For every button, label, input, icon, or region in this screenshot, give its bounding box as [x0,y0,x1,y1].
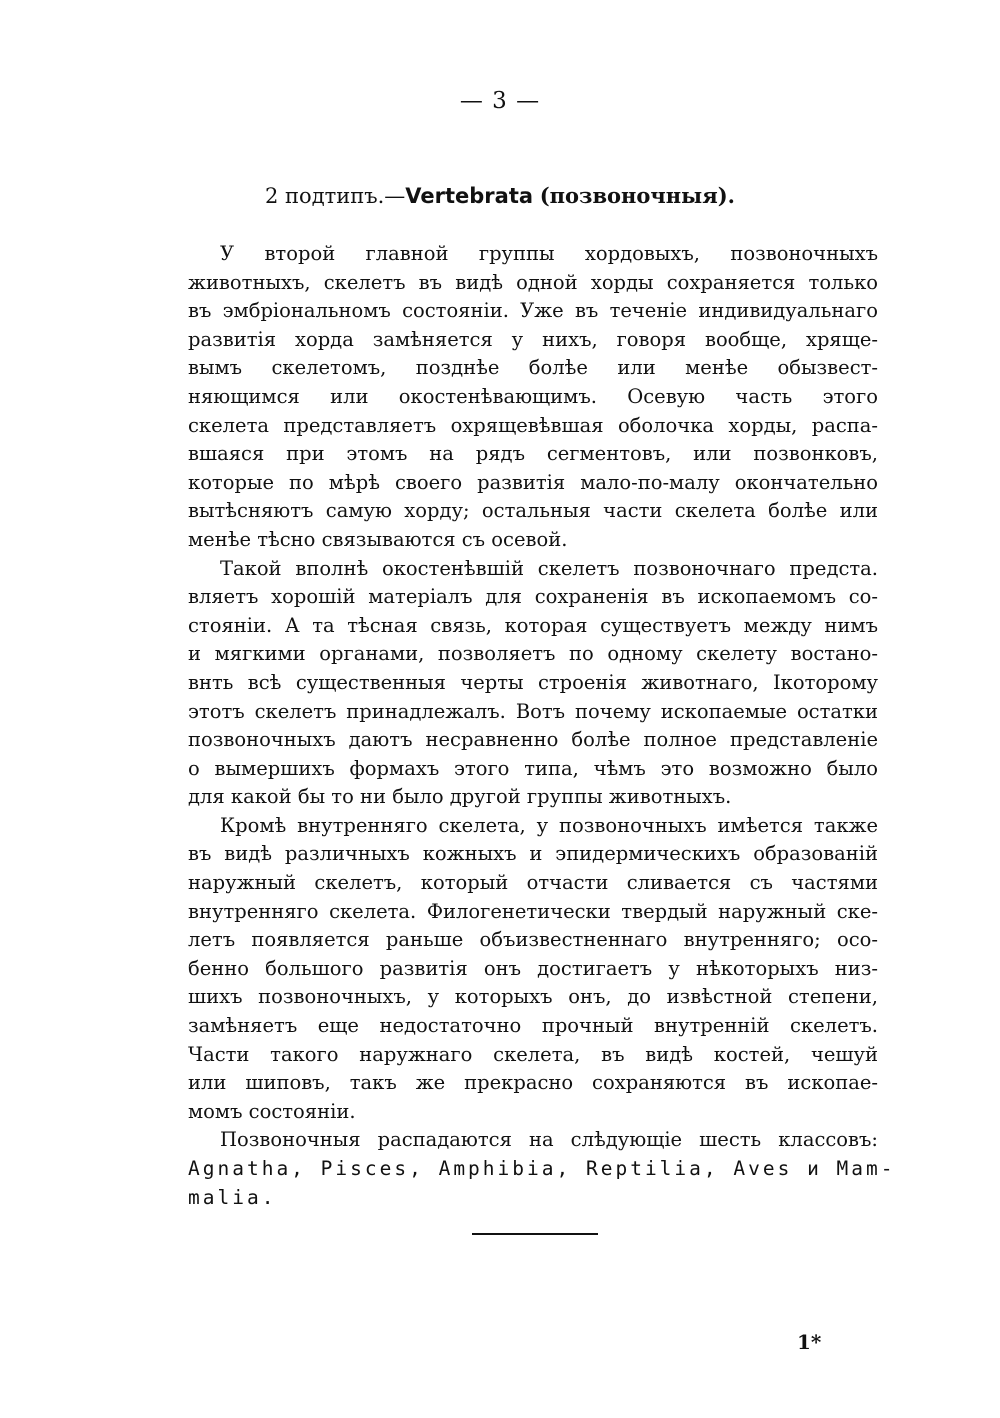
text-line: которые по мѣрѣ своего развитія мало-по-малу окончательно [188,470,878,494]
text-line: этотъ скелетъ принадлежалъ. Вотъ почему ископаемые остатки [188,699,878,723]
text-line: Кромѣ внутренняго скелета, у позвоночныхъ имѣется также [220,813,878,837]
text-line: скелета представляетъ охрящевѣвшая оболочка хорды, распа- [188,413,878,437]
text-line: въ видѣ различныхъ кожныхъ и эпидермическихъ образованій [188,842,878,866]
paragraph-2 [188,555,878,812]
text-line: позвоночныхъ даютъ несравненно болѣе полное представленіе [188,728,878,752]
text-line: вымъ скелетомъ, позднѣе болѣе или менѣе обызвест- [188,356,878,380]
signature-mark: 1* [797,1330,822,1354]
text-line: Позвоночныя распадаются на слѣдующіе шесть классовъ: [220,1128,878,1152]
text-line: стояніи. А та тѣсная связь, которая существуетъ между нимъ [188,613,878,637]
text-line: malia. [188,1185,277,1209]
text-line: вляетъ хорошій матеріалъ для сохраненія въ ископаемомъ со- [188,585,878,609]
heading-dash: — [384,184,406,208]
text-line: наружный скелетъ, который отчасти сливается съ частями [188,871,878,895]
text-line: момъ состояніи. [188,1099,356,1123]
text-line: развитія хорда замѣняется у нихъ, говоря вообще, хрящe- [188,327,878,351]
section-heading [0,183,1000,208]
text-line: животныхъ, скелетъ въ видѣ одной хорды сохраняется только [188,270,878,294]
text-line: Такой вполнѣ окостенѣвшій скелетъ позвоночнаго предста. [220,556,878,580]
text-line: внть всѣ существенныя черты строенія животнаго, Iкоторому [188,670,878,694]
text-line: бенно большого развитія онъ достигаетъ у нѣкоторыхъ низ- [188,956,878,980]
text-line: летъ появляется раньше объизвестненнаго внутренняго; осо- [188,928,878,952]
paragraph-4 [188,1126,896,1212]
section-end-rule [472,1233,598,1235]
text-line-classes: Agnatha, Pisces, Amphibia, Reptilia, Aves и Mam- [188,1157,896,1180]
text-line: шихъ позвоночныхъ, у которыхъ онъ, до извѣстной степени, [188,985,878,1009]
text-line: въ эмбріональномъ состояніи. Уже въ теченіе индивидуальнаго [188,299,878,323]
text-line: У второй главной группы хордовыхъ, позвоночныхъ [220,242,878,265]
heading-native-name: (позвоночныя). [539,183,735,208]
text-line: внутренняго скелета. Филогенетически твердый наружный ске- [188,899,878,923]
paragraph-3 [188,812,878,1127]
page-number: — 3 — [459,88,541,114]
text-line: вытѣсняютъ самую хорду; остальныя части скелета болѣе или [188,499,878,523]
paragraph-1 [188,240,878,555]
text-line: Части такого наружнаго скелета, въ видѣ костей, чешуй [188,1042,878,1066]
body-text [188,240,896,1212]
text-line: или шиповъ, такъ же прекрасно сохраняются въ ископае- [188,1071,878,1095]
text-line: вшаяся при этомъ на рядъ сегментовъ, или позвонковъ, [188,442,878,466]
text-line: няющимся или окостенѣвающимъ. Осевую часть этого [188,384,878,408]
text-line: замѣняетъ еще недостаточно прочный внутренній скелетъ. [188,1014,878,1038]
heading-latin-name: Vertebrata [405,184,534,208]
text-line: для какой бы то ни было другой группы животныхъ. [188,785,732,809]
heading-subtype: 2 подтипъ. [265,184,385,208]
text-line: и мягкими органами, позволяетъ по одному скелету востано- [188,642,878,666]
text-line: о вымершихъ формахъ этого типа, чѣмъ это возможно было [188,756,878,780]
text-line: менѣе тѣсно связываются съ осевой. [188,527,568,551]
